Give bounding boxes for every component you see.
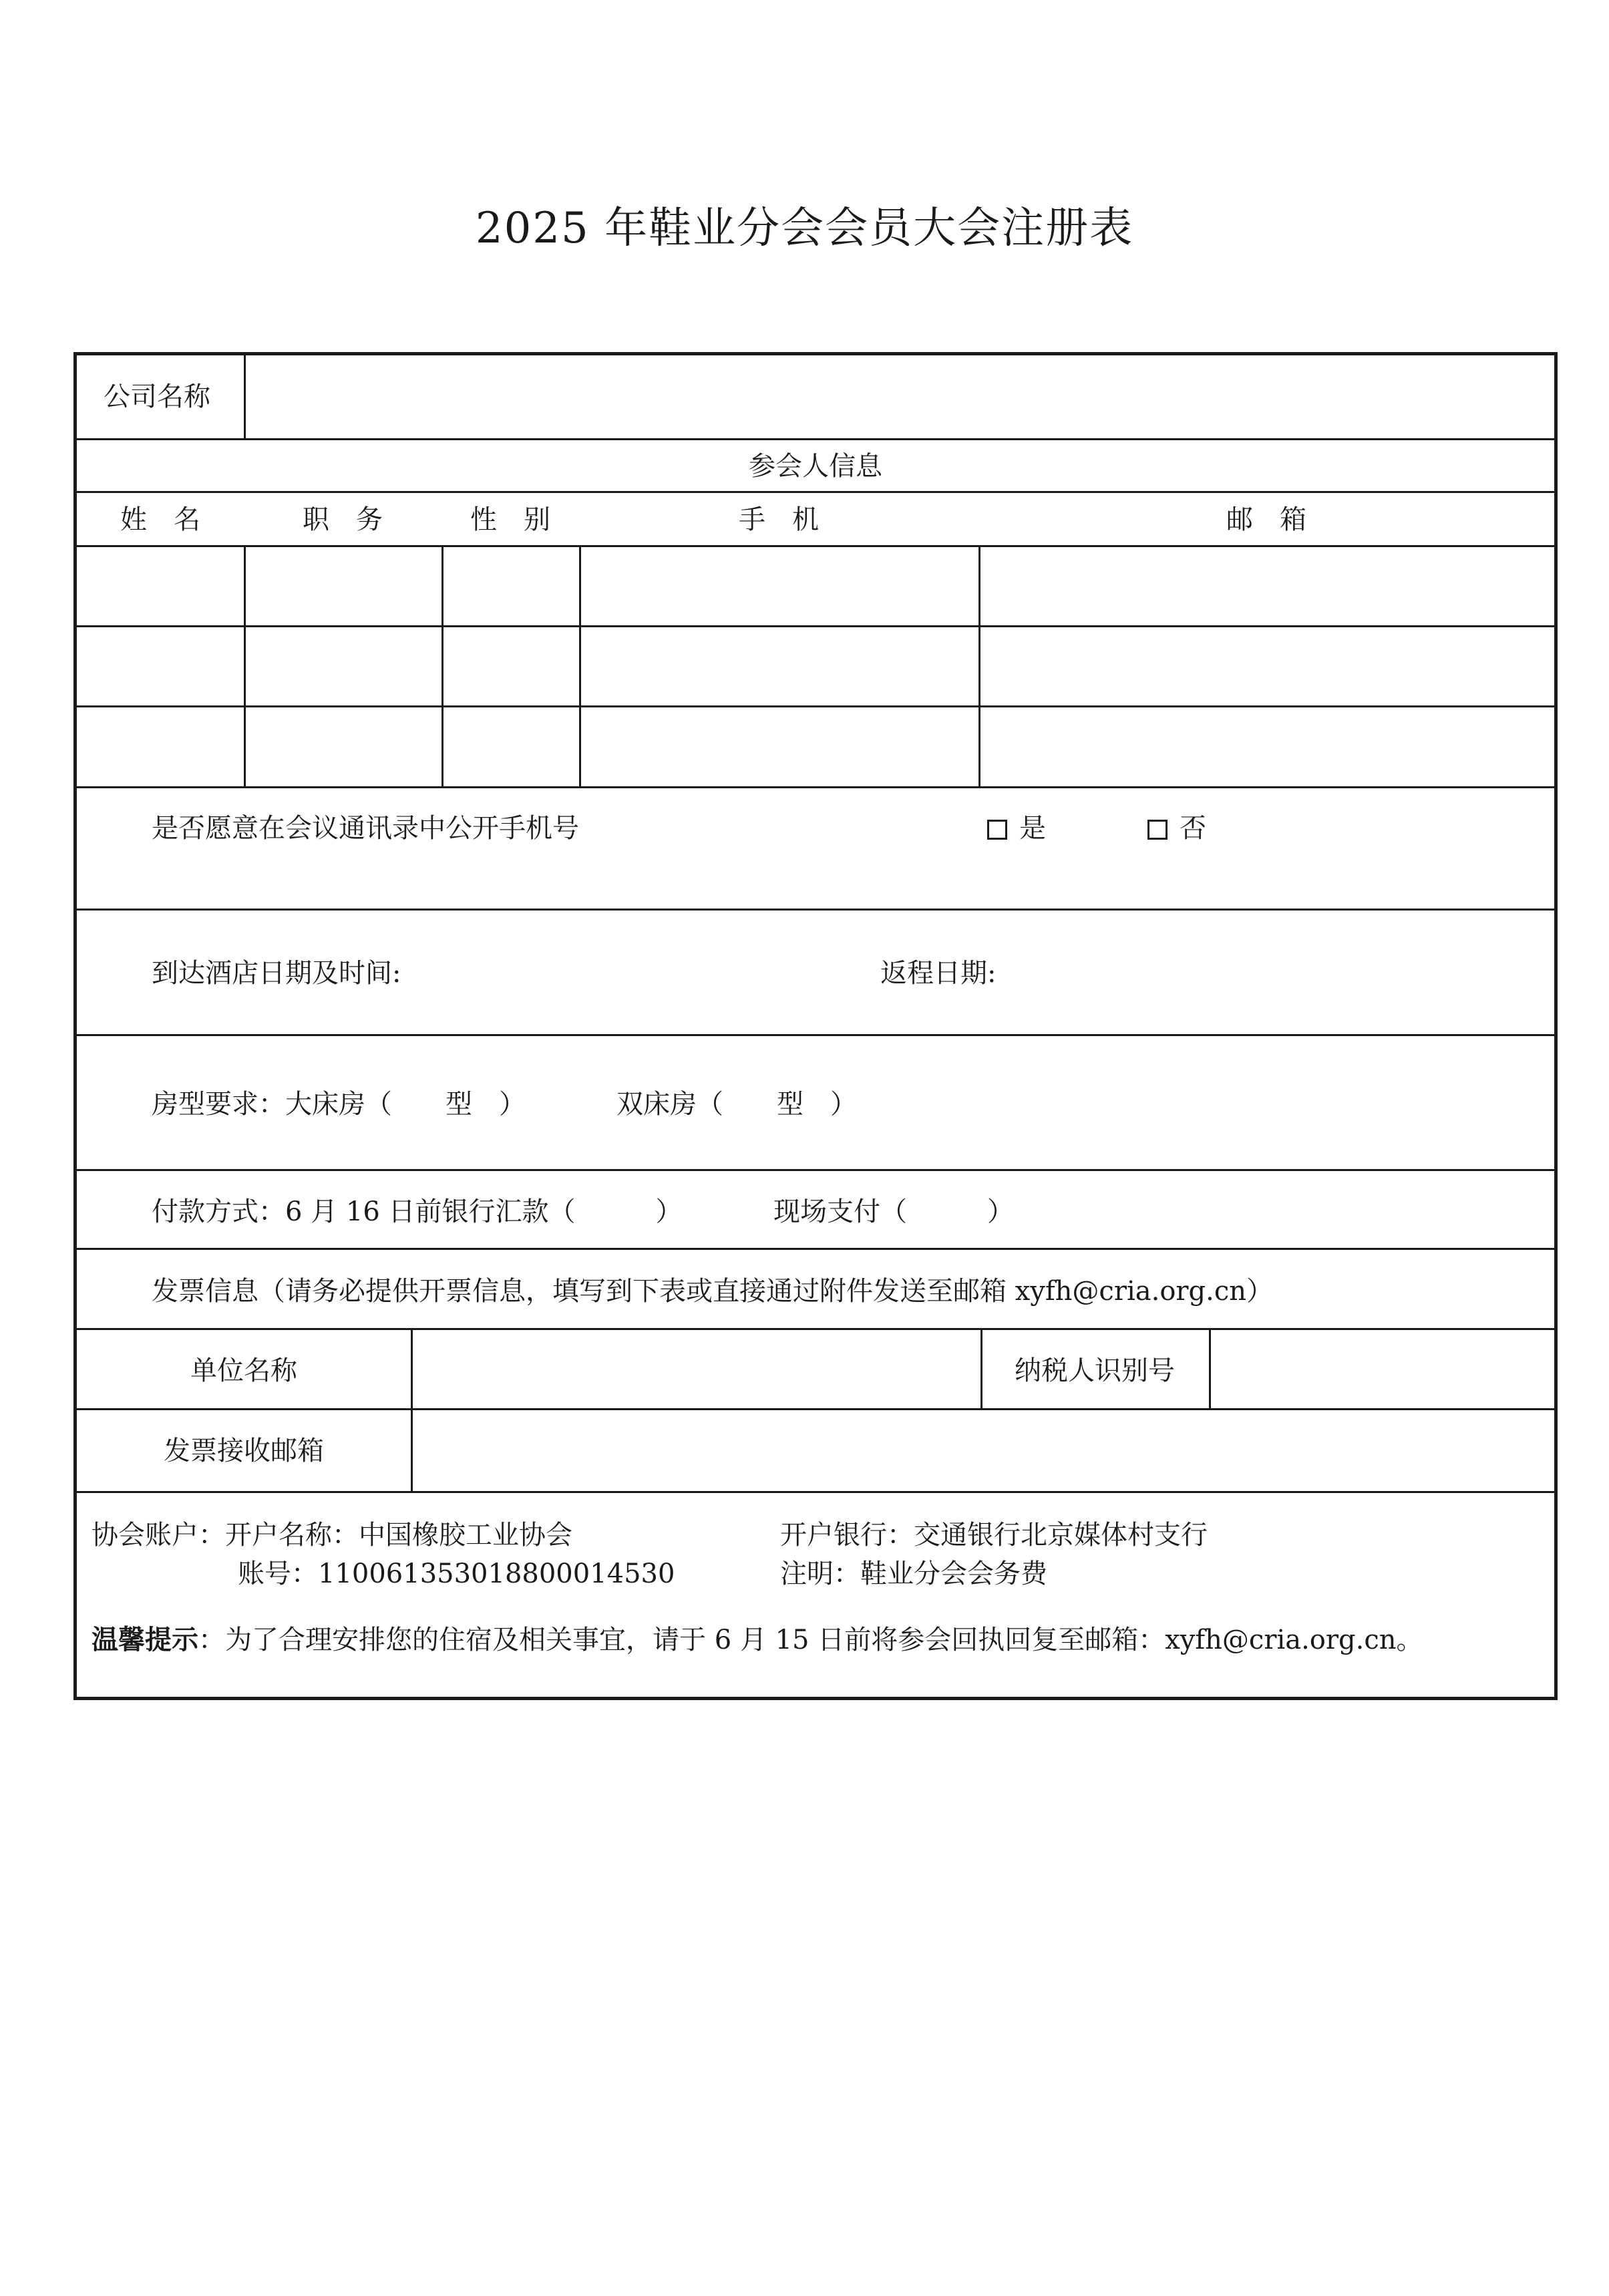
attendee-row[interactable]: [77, 547, 1554, 625]
checkbox-icon[interactable]: [1147, 820, 1168, 840]
row-divider: [77, 1491, 1554, 1493]
row-divider: [77, 1034, 1554, 1036]
yes-label: 是: [1019, 813, 1046, 844]
arrival-label: 到达酒店日期及时间:: [152, 958, 401, 989]
return-date-label: 返程日期:: [880, 958, 997, 989]
no-label: 否: [1180, 813, 1206, 844]
twin-room-label: 双床房（ 型 ）: [616, 1089, 857, 1120]
invoice-unit-field[interactable]: [413, 1330, 980, 1408]
header-name: 姓 名: [120, 504, 200, 535]
reminder-text: ：为了合理安排您的住宿及相关事宜，请于 6 月 15 日前将参会回执回复至邮箱：xyfh@cria.org.cn。: [198, 1625, 1423, 1655]
row-divider: [77, 491, 1554, 493]
account-label: 协会账户：开户名称：中国橡胶工业协会: [92, 1520, 572, 1550]
header-phone: 手 机: [739, 504, 819, 535]
invoice-note: 发票信息（请务必提供开票信息，填写到下表或直接通过附件发送至邮箱 xyfh@cria.org.cn）: [152, 1276, 1274, 1307]
attendee-row[interactable]: [77, 707, 1554, 786]
registration-form: [73, 352, 1558, 1700]
onsite-payment-label: 现场支付（ ）: [773, 1196, 1014, 1227]
company-name-label: 公司名称: [104, 381, 210, 412]
payment-remark: 注明：鞋业分会会务费: [780, 1559, 1047, 1589]
invoice-email-field[interactable]: [413, 1410, 1554, 1491]
bank-name: 开户银行：交通银行北京媒体村支行: [780, 1520, 1208, 1550]
header-gender: 性 别: [470, 504, 550, 535]
publish-phone-question: 是否愿意在会议通讯录中公开手机号: [152, 813, 579, 844]
row-divider: [77, 909, 1554, 911]
attendee-section-label: 参会人信息: [749, 451, 882, 482]
row-divider: [77, 1248, 1554, 1250]
account-number: 账号：110061353018800014530: [238, 1559, 675, 1589]
checkbox-icon[interactable]: [987, 820, 1007, 840]
reminder-label: 温馨提示: [92, 1624, 198, 1655]
attendee-row[interactable]: [77, 627, 1554, 705]
taxpayer-id-field[interactable]: [1211, 1330, 1554, 1408]
company-name-field[interactable]: [246, 355, 1554, 438]
publish-phone-no-option[interactable]: [1147, 815, 1206, 842]
row-divider: [77, 438, 1554, 440]
payment-method-label: 付款方式：6 月 16 日前银行汇款（ ）: [152, 1196, 683, 1227]
room-type-label: 房型要求：大床房（ 型 ）: [152, 1089, 526, 1120]
invoice-email-label: 发票接收邮箱: [164, 1436, 324, 1466]
publish-phone-yes-option[interactable]: [987, 815, 1046, 842]
header-position: 职 务: [303, 504, 383, 535]
row-divider: [77, 1169, 1554, 1171]
row-divider: [77, 786, 1554, 788]
taxpayer-id-label: 纳税人识别号: [1015, 1355, 1175, 1386]
invoice-unit-label: 单位名称: [190, 1355, 297, 1386]
reminder: [92, 1624, 1423, 1655]
header-email: 邮 箱: [1226, 504, 1306, 535]
page-title: 2025 年鞋业分会会员大会注册表: [475, 204, 1134, 253]
